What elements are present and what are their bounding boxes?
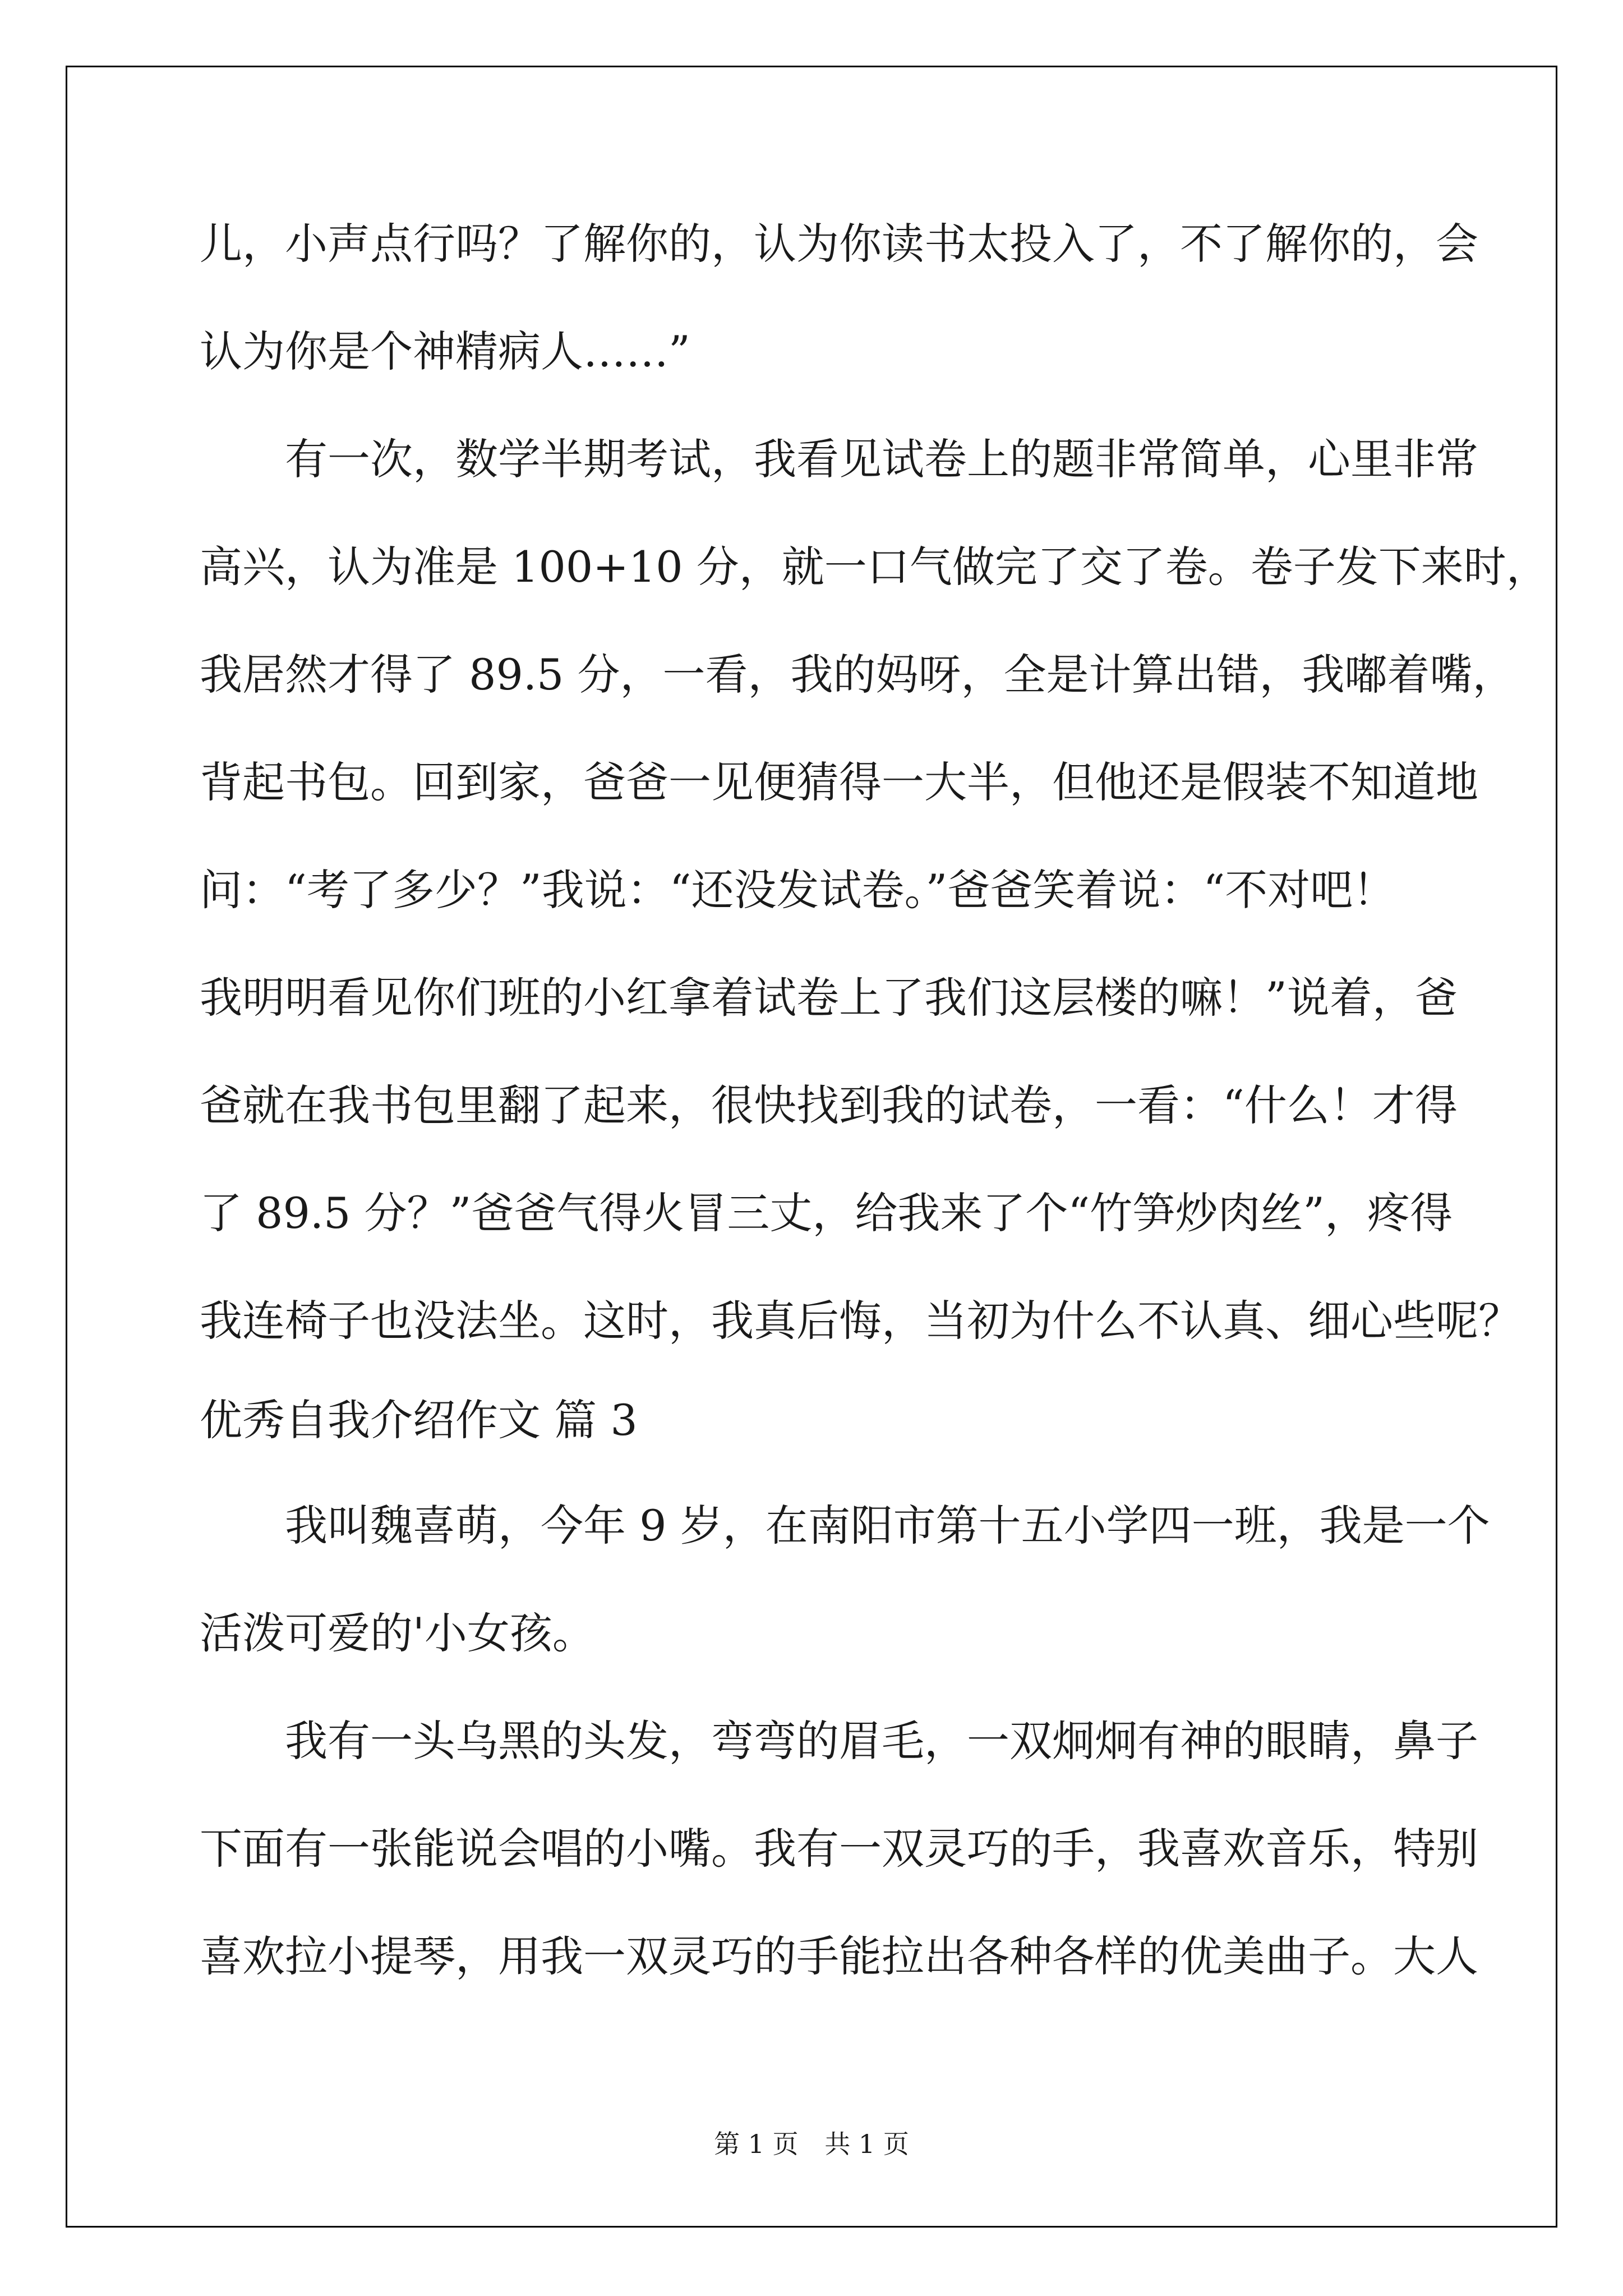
paragraph-start-line: 有一次，数学半期考试，我看见试卷上的题非常简单，心里非常 xyxy=(285,434,1478,484)
page-border xyxy=(66,66,1557,2228)
text-line: 活泼可爱的'小女孩。 xyxy=(200,1608,595,1658)
page-number: 第 1 页 xyxy=(714,2129,799,2159)
page-footer xyxy=(0,2127,1623,2161)
text-line: 儿，小声点行吗？了解你的，认为你读书太投入了，不了解你的，会 xyxy=(200,219,1478,269)
text-line: 我居然才得了 89.5 分，一看，我的妈呀，全是计算出错，我嘟着嘴， xyxy=(200,650,1515,700)
page-total: 共 1 页 xyxy=(824,2129,909,2159)
text-line: 了 89.5 分？”爸爸气得火冒三丈，给我来了个“竹笋炒肉丝”，疼得 xyxy=(200,1188,1453,1238)
section-heading: 优秀自我介绍作文 篇 3 xyxy=(200,1395,638,1445)
text-line: 爸就在我书包里翻了起来，很快找到我的试卷，一看：“什么！才得 xyxy=(200,1080,1458,1130)
text-line: 高兴，认为准是 100+10 分，就一口气做完了交了卷。卷子发下来时， xyxy=(200,542,1549,592)
text-line: 问：“考了多少？”我说：“还没发试卷。”爸爸笑着说：“不对吧！ xyxy=(200,865,1396,915)
text-line: 喜欢拉小提琴，用我一双灵巧的手能拉出各种各样的优美曲子。大人 xyxy=(200,1931,1478,1981)
paragraph-start-line: 我叫魏喜萌，今年 9 岁，在南阳市第十五小学四一班，我是一个 xyxy=(285,1501,1490,1550)
text-line: 下面有一张能说会唱的小嘴。我有一双灵巧的手，我喜欢音乐，特别 xyxy=(200,1824,1478,1874)
text-line: 我明明看见你们班的小红拿着试卷上了我们这层楼的嘛！”说着，爸 xyxy=(200,973,1458,1023)
text-line: 认为你是个神精病人……” xyxy=(200,326,690,376)
text-line: 背起书包。回到家，爸爸一见便猜得一大半，但他还是假装不知道地 xyxy=(200,757,1478,807)
text-line: 我连椅子也没法坐。这时，我真后悔，当初为什么不认真、细心些呢？ xyxy=(200,1296,1521,1346)
paragraph-start-line: 我有一头乌黑的头发，弯弯的眉毛，一双炯炯有神的眼睛，鼻子 xyxy=(285,1716,1478,1766)
